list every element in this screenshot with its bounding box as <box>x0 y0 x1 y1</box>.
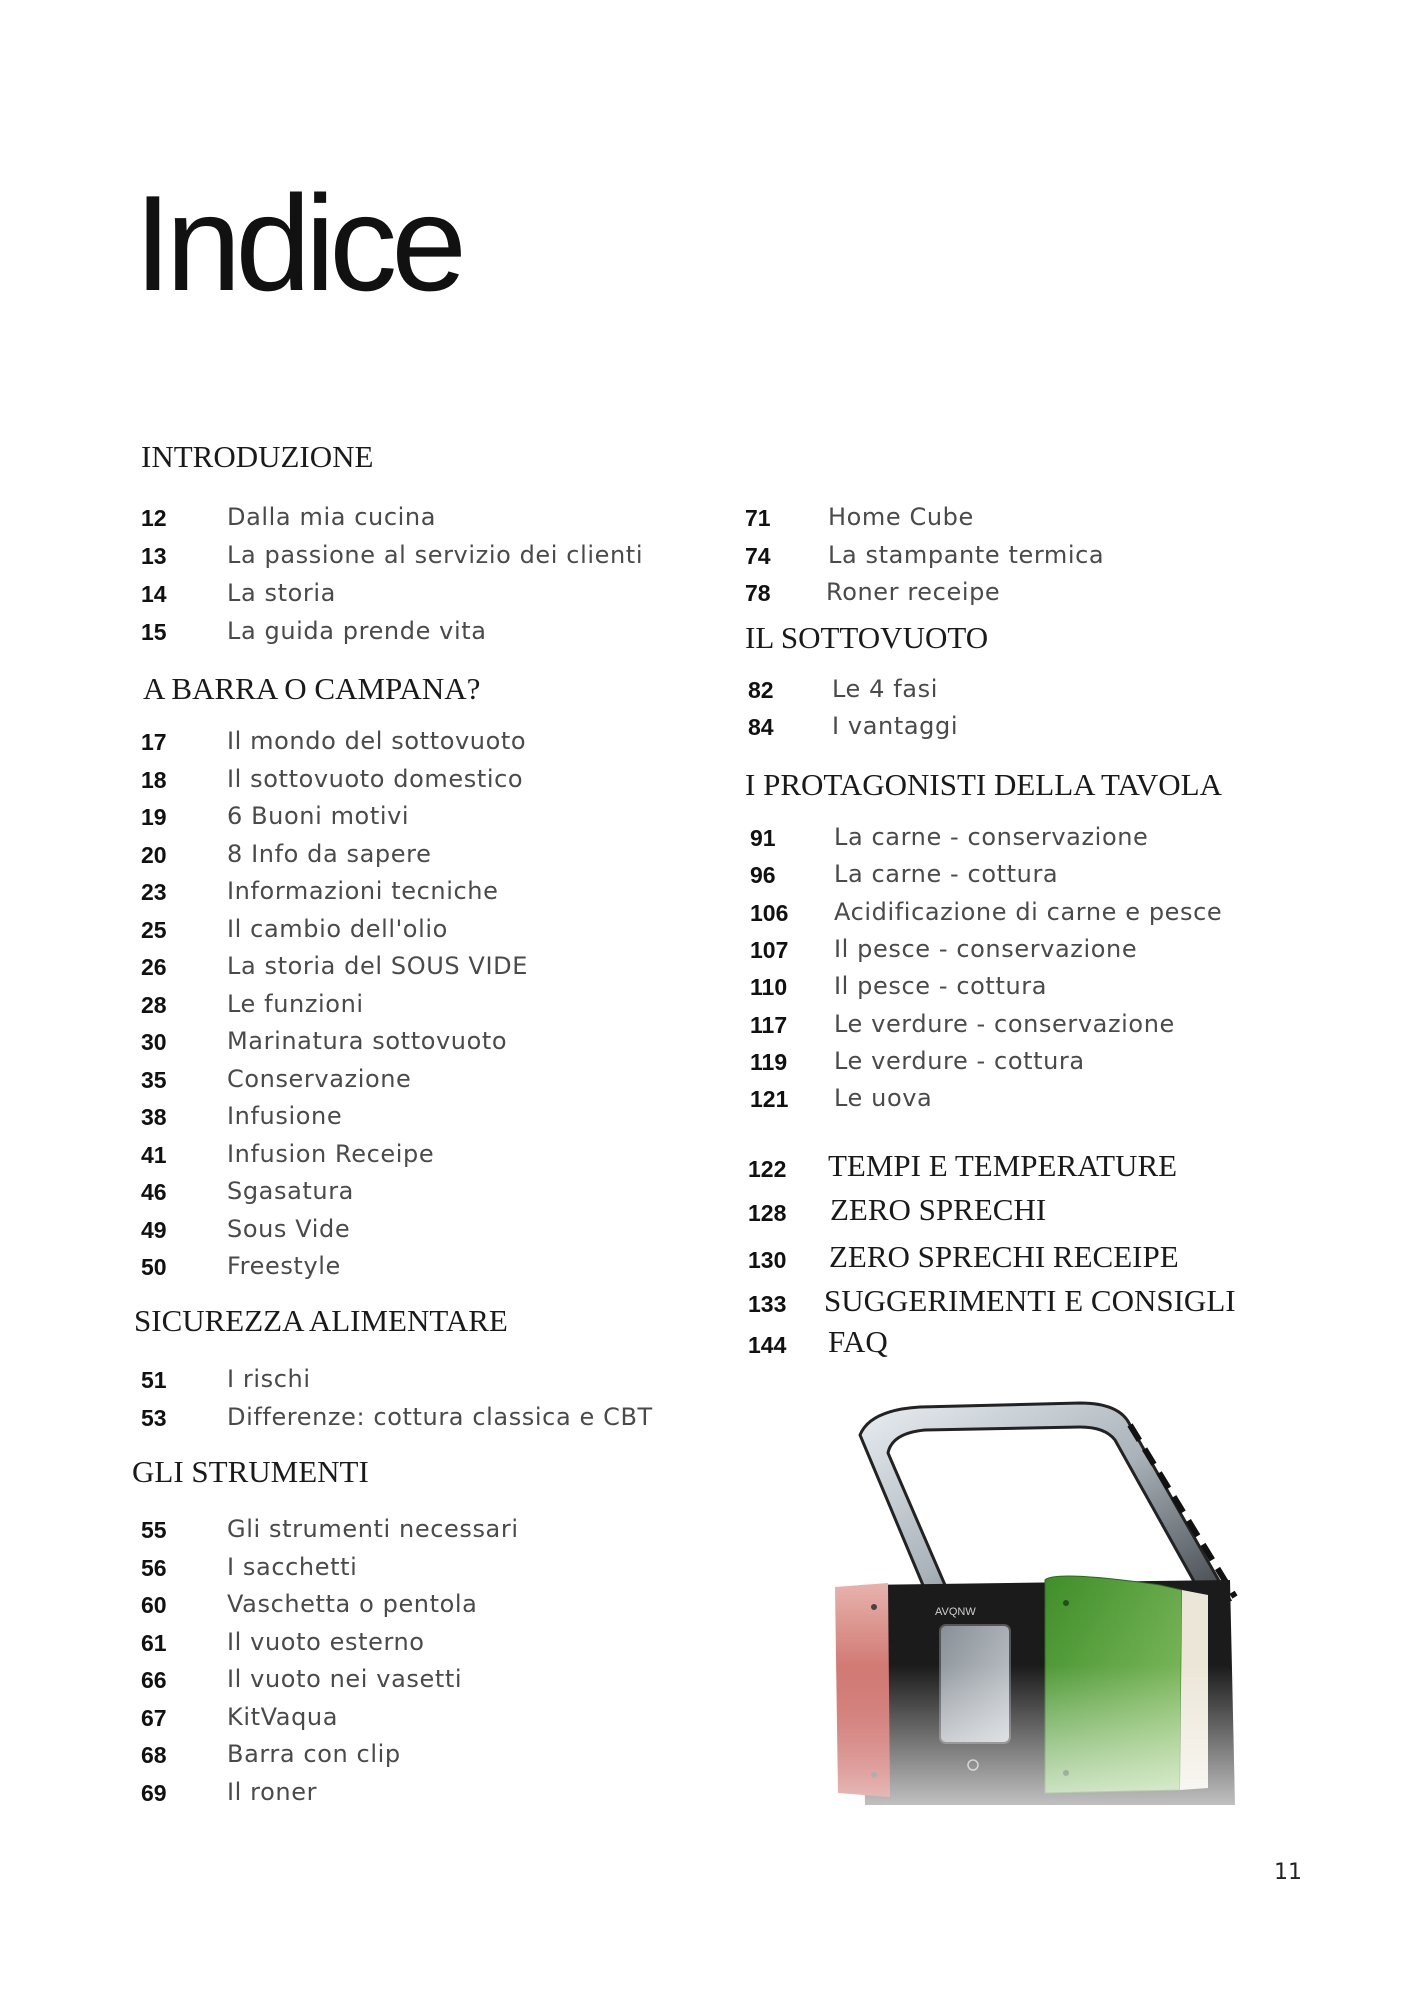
toc-entry-label: La stampante termica <box>828 541 1105 569</box>
section-heading-barra-campana: A BARRA O CAMPANA? <box>143 671 481 706</box>
toc-entry-label: Vaschetta o pentola <box>227 1590 478 1618</box>
toc-page-number: 13 <box>141 543 167 569</box>
toc-page-number: 60 <box>141 1592 167 1618</box>
brand-label: AVQNW <box>935 1606 976 1618</box>
chapter-page-number: 144 <box>748 1332 787 1358</box>
chapter-page-number: 133 <box>748 1291 787 1317</box>
toc-page-number: 106 <box>750 900 789 926</box>
toc-entry-label: Roner receipe <box>826 578 1001 606</box>
toc-entry-label: La storia <box>227 579 336 607</box>
toc-entry-label: Informazioni tecniche <box>227 877 499 905</box>
toc-entry-label: Freestyle <box>227 1252 341 1280</box>
toc-page-number: 69 <box>141 1780 167 1806</box>
toc-entry-label: Sgasatura <box>227 1177 354 1205</box>
toc-entry-label: Differenze: cottura classica e CBT <box>227 1403 653 1431</box>
toc-entry-label: La carne - conservazione <box>834 823 1149 851</box>
toc-entry-label: 8 Info da sapere <box>227 840 432 868</box>
toc-entry-label: I rischi <box>227 1365 311 1393</box>
toc-entry-label: Il cambio dell'olio <box>227 915 448 943</box>
toc-entry-label: Il pesce - cottura <box>834 972 1048 1000</box>
toc-page-number: 19 <box>141 804 167 830</box>
toc-entry-label: Infusione <box>227 1102 343 1130</box>
toc-entry-label: Home Cube <box>828 503 974 531</box>
toc-entry-label: I vantaggi <box>832 712 959 740</box>
toc-page-number: 71 <box>745 505 771 531</box>
toc-entry-label: KitVaqua <box>227 1703 339 1731</box>
toc-page-number: 20 <box>141 842 167 868</box>
toc-page-number: 67 <box>141 1705 167 1731</box>
toc-page-number: 26 <box>141 954 167 980</box>
toc-entry-label: Infusion Receipe <box>227 1140 435 1168</box>
toc-page-number: 119 <box>750 1049 788 1075</box>
chapter-page-number: 130 <box>748 1247 787 1273</box>
toc-entry-label: Le uova <box>834 1084 933 1112</box>
toc-entry-label: Conservazione <box>227 1065 412 1093</box>
toc-page-number: 12 <box>141 505 167 531</box>
toc-entry-label: I sacchetti <box>227 1553 358 1581</box>
section-heading-introduzione: INTRODUZIONE <box>141 439 374 474</box>
toc-page-number: 66 <box>141 1667 167 1693</box>
toc-page-number: 117 <box>750 1012 788 1038</box>
vacuum-sealer-image <box>830 1385 1260 1810</box>
toc-entry-label: Il roner <box>227 1778 318 1806</box>
toc-entry-label: Marinatura sottovuoto <box>227 1027 508 1055</box>
toc-entry-label: Gli strumenti necessari <box>227 1515 519 1543</box>
toc-entry-label: La guida prende vita <box>227 617 487 645</box>
toc-page-number: 53 <box>141 1405 167 1431</box>
toc-page-number: 15 <box>141 619 167 645</box>
toc-page-number: 28 <box>141 992 167 1018</box>
toc-entry-label: Le verdure - conservazione <box>834 1010 1175 1038</box>
toc-entry-label: Dalla mia cucina <box>227 503 437 531</box>
toc-page-number: 121 <box>750 1086 789 1112</box>
toc-page-number: 56 <box>141 1555 167 1581</box>
toc-page-number: 14 <box>141 581 167 607</box>
chapter-label: TEMPI E TEMPERATURE <box>828 1148 1178 1183</box>
toc-page-number: 96 <box>750 862 776 888</box>
toc-page-number: 68 <box>141 1742 167 1768</box>
toc-entry-label: Il vuoto esterno <box>227 1628 425 1656</box>
toc-page-number: 51 <box>141 1367 167 1393</box>
page-number: 11 <box>1274 1860 1302 1885</box>
toc-page-number: 50 <box>141 1254 167 1280</box>
section-heading-protagonisti: I PROTAGONISTI DELLA TAVOLA <box>745 767 1222 802</box>
toc-entry-label: Le 4 fasi <box>832 675 938 703</box>
toc-page-number: 38 <box>141 1104 167 1130</box>
toc-entry-label: Il sottovuoto domestico <box>227 765 524 793</box>
toc-entry-label: La passione al servizio dei clienti <box>227 541 644 569</box>
page-title: Indice <box>134 167 461 319</box>
toc-page-number: 55 <box>141 1517 167 1543</box>
toc-page-number: 74 <box>745 543 771 569</box>
toc-entry-label: Il pesce - conservazione <box>834 935 1138 963</box>
toc-page-number: 91 <box>750 825 776 851</box>
toc-entry-label: Il mondo del sottovuoto <box>227 727 527 755</box>
toc-page-number: 82 <box>748 677 774 703</box>
toc-page-number: 23 <box>141 879 167 905</box>
chapter-label: ZERO SPRECHI <box>830 1192 1047 1227</box>
toc-entry-label: Barra con clip <box>227 1740 401 1768</box>
chapter-label: SUGGERIMENTI E CONSIGLI <box>824 1283 1236 1318</box>
toc-page-number: 41 <box>141 1142 167 1168</box>
toc-page-number: 110 <box>750 974 788 1000</box>
toc-entry-label: 6 Buoni motivi <box>227 802 410 830</box>
toc-entry-label: Acidificazione di carne e pesce <box>834 898 1223 926</box>
section-heading-sicurezza: SICUREZZA ALIMENTARE <box>134 1303 508 1338</box>
toc-page-number: 17 <box>141 729 167 755</box>
toc-page-number: 78 <box>745 580 771 606</box>
toc-page-number: 49 <box>141 1217 167 1243</box>
toc-entry-label: Le verdure - cottura <box>834 1047 1085 1075</box>
toc-page-number: 35 <box>141 1067 167 1093</box>
toc-page-number: 25 <box>141 917 167 943</box>
toc-entry-label: Sous Vide <box>227 1215 351 1243</box>
section-heading-strumenti: GLI STRUMENTI <box>132 1454 369 1489</box>
chapter-page-number: 122 <box>748 1156 787 1182</box>
chapter-page-number: 128 <box>748 1200 787 1226</box>
toc-entry-label: La storia del SOUS VIDE <box>227 952 528 980</box>
section-heading-sottovuoto: IL SOTTOVUOTO <box>745 620 989 655</box>
toc-page-number: 30 <box>141 1029 167 1055</box>
toc-entry-label: Il vuoto nei vasetti <box>227 1665 463 1693</box>
toc-page-number: 84 <box>748 714 774 740</box>
toc-page-number: 46 <box>141 1179 167 1205</box>
toc-entry-label: La carne - cottura <box>834 860 1059 888</box>
toc-page-number: 61 <box>141 1630 167 1656</box>
chapter-label: FAQ <box>828 1324 888 1359</box>
toc-page-number: 107 <box>750 937 789 963</box>
toc-page-number: 18 <box>141 767 167 793</box>
chapter-label: ZERO SPRECHI RECEIPE <box>829 1239 1179 1274</box>
toc-entry-label: Le funzioni <box>227 990 364 1018</box>
